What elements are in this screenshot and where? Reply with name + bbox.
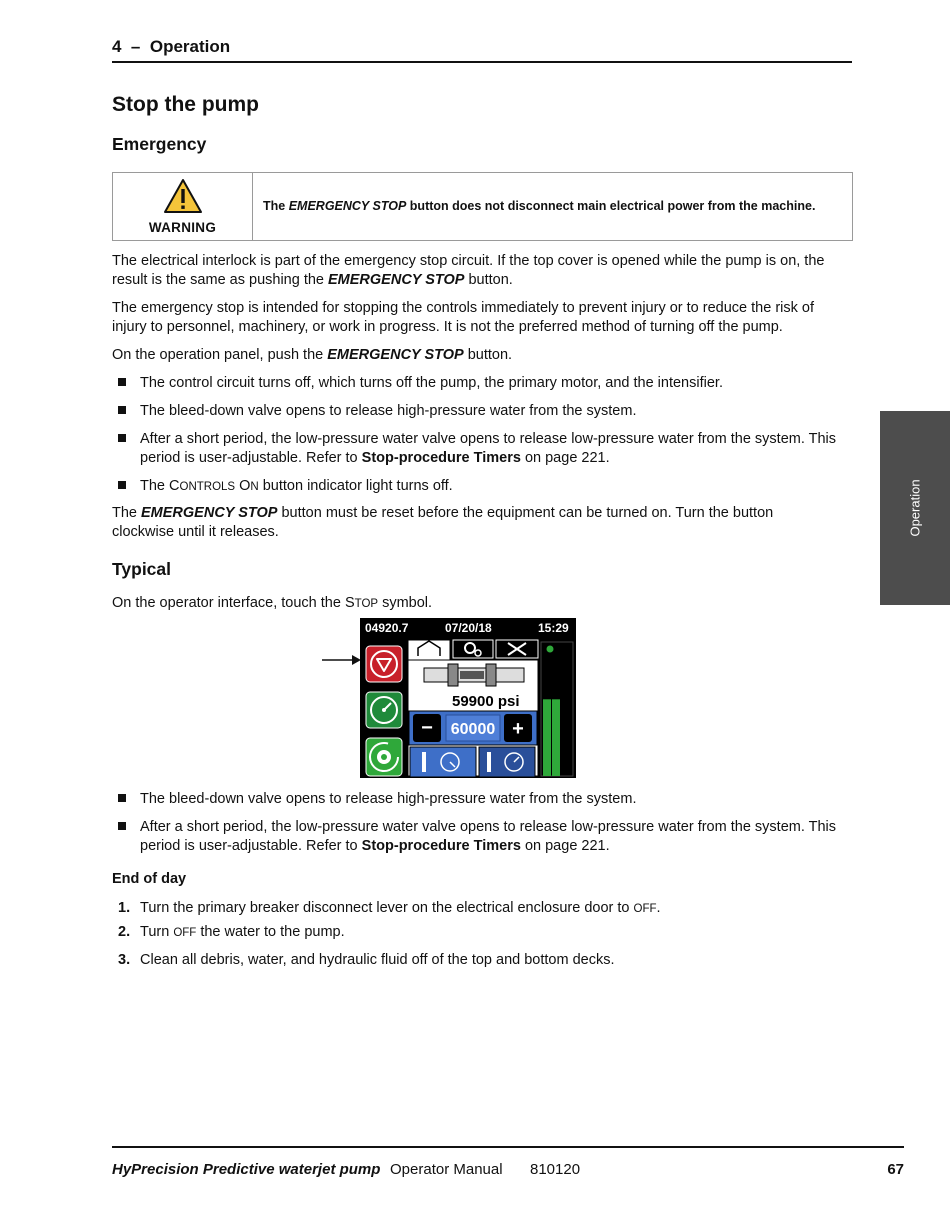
list-item <box>140 818 852 856</box>
emphasis: EMERGENCY STOP <box>327 347 464 363</box>
small-caps: N <box>250 481 259 493</box>
paragraph-line: injury to personnel, machinery, or work in progress. It is not the preferred method of turning off the pump. <box>112 319 783 335</box>
text-run: button must be reset before the equipment can be turned on. Turn the button <box>277 505 774 521</box>
text-run: Turn the primary breaker disconnect lever on the electrical enclosure door to <box>140 900 634 916</box>
small-caps: OFF <box>173 927 197 939</box>
chapter-title: Operation <box>149 37 231 56</box>
paragraph-push-estop <box>112 346 852 365</box>
side-tab-label: Operation <box>907 479 923 537</box>
chapter-dash: – <box>130 37 141 56</box>
footer-manual: Operator Manual <box>390 1161 503 1178</box>
decrease-setpoint-button[interactable] <box>413 714 441 742</box>
paragraph-touch-stop <box>112 594 852 614</box>
text-run: . <box>656 900 661 916</box>
text-run: button indicator light turns off. <box>258 478 453 494</box>
step-number: 1. <box>118 900 131 916</box>
list-item-line: After a short period, the low-pressure water valve opens to release low-pressure water from the system. This <box>140 819 837 835</box>
section-heading-emergency: Emergency <box>112 134 207 154</box>
text-run: symbol. <box>378 595 433 611</box>
increase-setpoint-button[interactable] <box>504 714 532 742</box>
text-run: The C <box>140 478 180 494</box>
paragraph-interlock <box>112 252 852 290</box>
paragraph-line <box>112 271 852 290</box>
warning-text-post: button does not disconnect main electrical power from the machine. <box>406 199 816 213</box>
step-number: 2. <box>118 924 131 940</box>
step-item <box>140 923 852 943</box>
screen-counter: 04920.7 <box>365 621 409 635</box>
list-item: The bleed-down valve opens to release high-pressure water from the system. <box>140 791 637 807</box>
bullet-marker <box>118 406 126 414</box>
warning-text-emphasis: EMERGENCY STOP <box>288 199 407 213</box>
text-run: button. <box>464 272 513 288</box>
status-indicator-icon <box>547 646 554 653</box>
paragraph-line: The electrical interlock is part of the emergency stop circuit. If the top cover is opened while the pump is on, the <box>112 253 825 269</box>
page-title: Stop the pump <box>112 93 259 116</box>
side-tab-operation[interactable] <box>880 411 950 605</box>
text-run: period is user-adjustable. Refer to <box>140 838 362 854</box>
text-run: on page 221. <box>520 450 610 466</box>
text-run: On the operator interface, touch the S <box>112 595 355 611</box>
paragraph-line: The emergency stop is intended for stopping the controls immediately to prevent injury or to reduce the risk of <box>112 300 814 316</box>
warning-box <box>112 172 853 241</box>
text-run: on page 221. <box>520 838 610 854</box>
plus-label: + <box>512 718 524 740</box>
header-rule <box>112 61 852 63</box>
section-heading-typical: Typical <box>112 559 172 579</box>
text-run: O <box>235 478 251 494</box>
list-item: The bleed-down valve opens to release high-pressure water from the system. <box>140 403 637 419</box>
chapter-header <box>112 37 230 56</box>
warning-label: WARNING <box>148 220 217 235</box>
small-caps: OFF <box>633 903 657 915</box>
xref-stop-procedure-timers[interactable]: Stop-procedure Timers <box>361 838 521 854</box>
tab-tools[interactable] <box>496 640 538 658</box>
small-caps: ONTROLS <box>179 481 236 493</box>
warning-text <box>263 197 815 216</box>
list-item-line: After a short period, the low-pressure water valve opens to release low-pressure water from the system. This <box>140 431 837 447</box>
list-item-line <box>140 449 852 468</box>
bullet-marker <box>118 434 126 442</box>
text-run: The <box>112 505 142 521</box>
warning-text-pre: The <box>263 199 289 213</box>
level-bar <box>552 699 560 776</box>
emphasis: EMERGENCY STOP <box>328 272 465 288</box>
bullet-marker <box>118 794 126 802</box>
bullet-marker <box>118 481 126 489</box>
xref-stop-procedure-timers[interactable]: Stop-procedure Timers <box>361 450 521 466</box>
text-run: result is the same as pushing the <box>112 272 329 288</box>
list-item: The control circuit turns off, which turns off the pump, the primary motor, and the intensifier. <box>140 375 723 391</box>
level-bar <box>543 699 551 776</box>
footer-product: HyPrecision Predictive waterjet pump <box>112 1161 381 1178</box>
bullet-marker <box>118 822 126 830</box>
high-pressure-valve-button[interactable] <box>479 747 535 777</box>
tab-home[interactable] <box>408 640 450 660</box>
text-run: Turn <box>140 924 174 940</box>
paragraph-line <box>112 504 852 523</box>
warning-triangle-icon <box>163 178 203 214</box>
callout-arrow-icon <box>322 654 362 666</box>
footer-doc-number: 810120 <box>530 1161 581 1178</box>
bullet-marker <box>118 378 126 386</box>
subsection-heading-end-of-day: End of day <box>112 871 187 887</box>
minus-label: − <box>421 717 433 739</box>
small-caps: TOP <box>354 598 379 610</box>
stop-button[interactable] <box>366 646 402 682</box>
screen-time: 15:29 <box>538 621 569 635</box>
pressure-gauge-button[interactable] <box>366 692 402 728</box>
page-number: 67 <box>887 1161 904 1178</box>
chapter-number: 4 <box>112 37 122 56</box>
list-item <box>140 430 852 468</box>
step-item: Clean all debris, water, and hydraulic fluid off of the top and bottom decks. <box>140 952 615 968</box>
pressure-readout: 59900 psi <box>452 693 520 710</box>
warning-icon-cell <box>113 173 253 240</box>
operator-interface-screen <box>360 618 576 778</box>
footer-rule <box>112 1146 904 1148</box>
text-run: the water to the pump. <box>196 924 345 940</box>
paragraph-reset <box>112 504 852 542</box>
step-number: 3. <box>118 952 131 968</box>
text-run: On the operation panel, push the <box>112 347 328 363</box>
step-item <box>140 899 852 919</box>
tab-settings[interactable] <box>453 640 493 658</box>
low-pressure-valve-button[interactable] <box>410 747 476 777</box>
screen-date: 07/20/18 <box>445 621 492 635</box>
text-run: period is user-adjustable. Refer to <box>140 450 362 466</box>
text-run: button. <box>463 347 513 363</box>
emphasis: EMERGENCY STOP <box>141 505 278 521</box>
list-item-line <box>140 837 852 856</box>
paragraph-line: clockwise until it releases. <box>112 524 279 540</box>
setpoint-value[interactable]: 60000 <box>450 721 496 738</box>
list-item <box>140 477 852 497</box>
cycle-button[interactable] <box>366 738 402 776</box>
paragraph-intent <box>112 299 852 337</box>
level-meter <box>541 642 573 776</box>
